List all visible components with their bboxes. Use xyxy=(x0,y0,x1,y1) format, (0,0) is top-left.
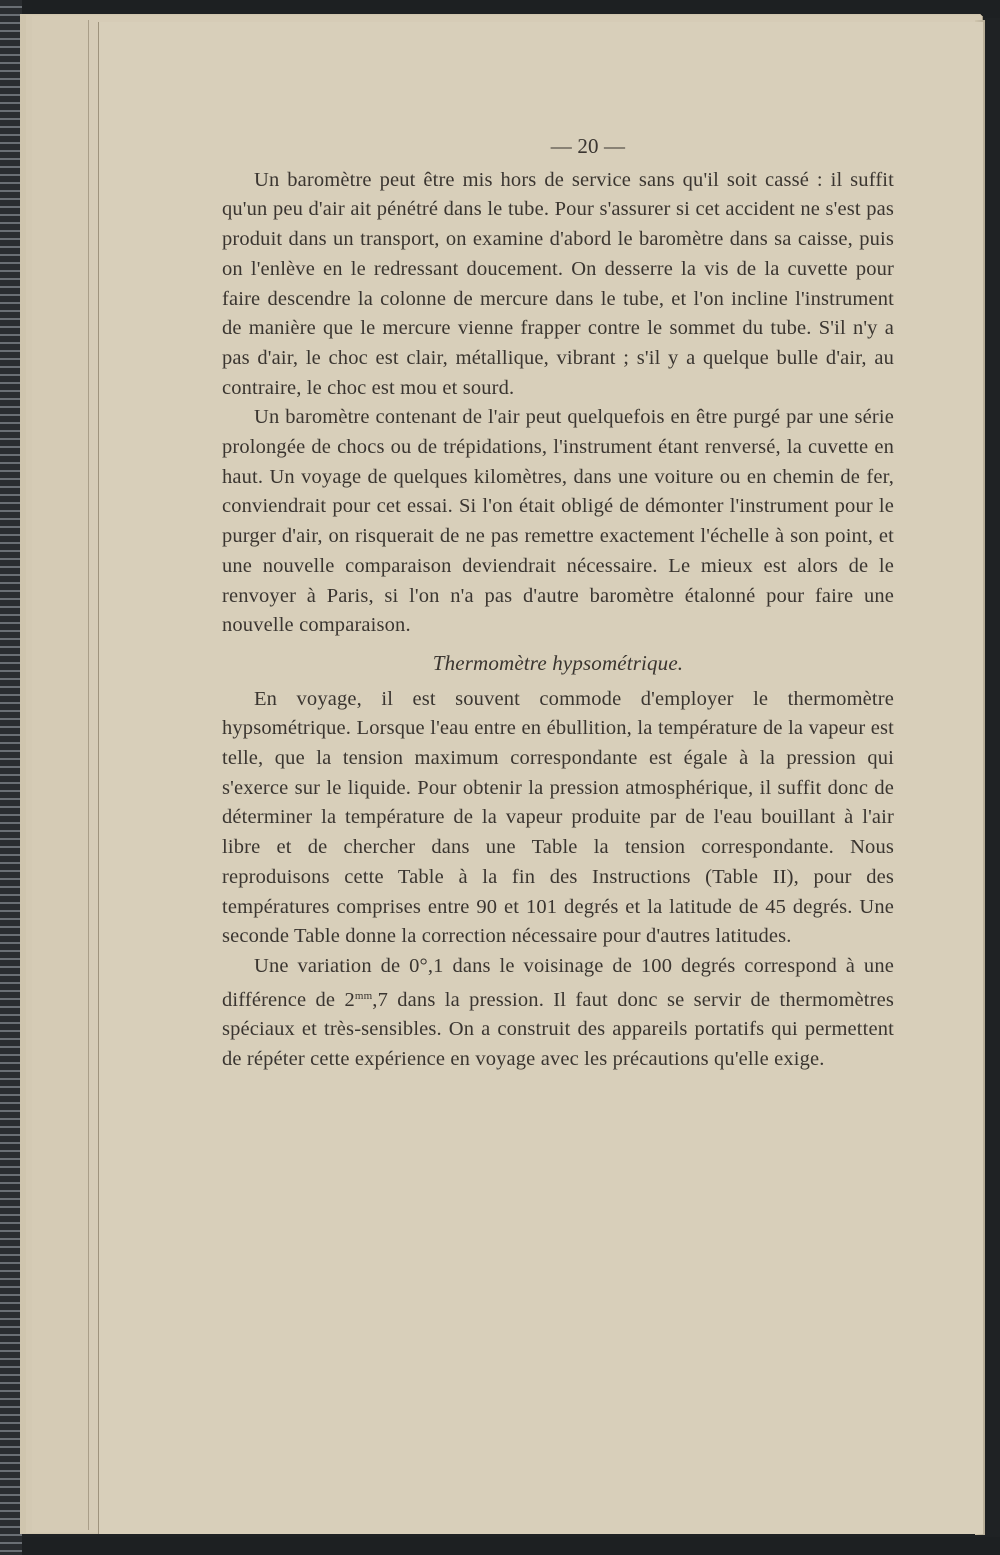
paragraph-text: ,7 dans la pression. Il faut donc se servir de thermomètres spéciaux et très-sensibles. On a construit des appareils portatifs qui permettent de répéter cette expérience en voyage avec les précautions qu'elle exige. xyxy=(222,988,894,1071)
page-text xyxy=(222,132,894,1075)
paragraph: Un baromètre contenant de l'air peut quelquefois en être purgé par une série prolongée de chocs ou de trépidations, l'instrument étant renversé, la cuvette en haut. Un voyage de quelques kilomètres, dans une voiture ou en chemin de fer, conviendrait pour cet essai. Si l'on était obligé de démonter l'instrument pour le purger d'air, on risquerait de ne pas remettre exactement l'échelle à son point, et une nouvelle comparaison deviendrait nécessaire. Le mieux est alors de le renvoyer à Paris, si l'on n'a pas d'autre baromètre étalonné pour faire une nouvelle comparaison. xyxy=(222,406,894,637)
book-binding xyxy=(0,0,22,1555)
page-number: — 20 — xyxy=(550,134,626,158)
book-cover-bottom xyxy=(0,1537,1000,1555)
paragraph: En voyage, il est souvent commode d'employer le thermomètre hypsométrique. Lorsque l'eau entre en ébullition, la température de la vapeur est telle, que la tension maximum correspondante est égale à la pression qui s'exerce sur le liquide. Pour obtenir la pression atmosphérique, il suffit donc de déterminer la température de la vapeur produite par de l'eau bouillant à l'air libre et de chercher dans une Table la tension correspondante. Nous reproduisons cette Table à la fin des Instructions (Table II), pour des températures comprises entre 90 et 101 degrés et la latitude de 45 degrés. Une seconde Table donne la correction nécessaire pour d'autres latitudes. xyxy=(222,687,894,948)
paragraph: Un baromètre peut être mis hors de service sans qu'il soit cassé : il suffit qu'un peu d'air ait pénétré dans le tube. Pour s'assurer si cet accident ne s'est pas produit dans un transport, on examine d'abord le baromètre dans sa caisse, puis on l'enlève en le redressant doucement. On desserre la vis de la cuvette pour faire descendre la colonne de mercure dans le tube, et l'on incline l'instrument de manière que le mercure vienne frapper contre le sommet du tube. S'il n'y a pas d'air, le choc est clair, métallique, vibrant ; s'il y a quelque bulle d'air, au contraire, le choc est mou et sourd. xyxy=(222,168,894,399)
section-heading: Thermomètre hypsométrique. xyxy=(432,650,684,675)
unit-superscript: mm xyxy=(354,989,373,1002)
paragraph-text: Une variation de 0°,1 dans le voisinage de 100 degrés correspond à une différence de 2 xyxy=(222,954,894,1011)
paragraph xyxy=(222,952,894,1075)
